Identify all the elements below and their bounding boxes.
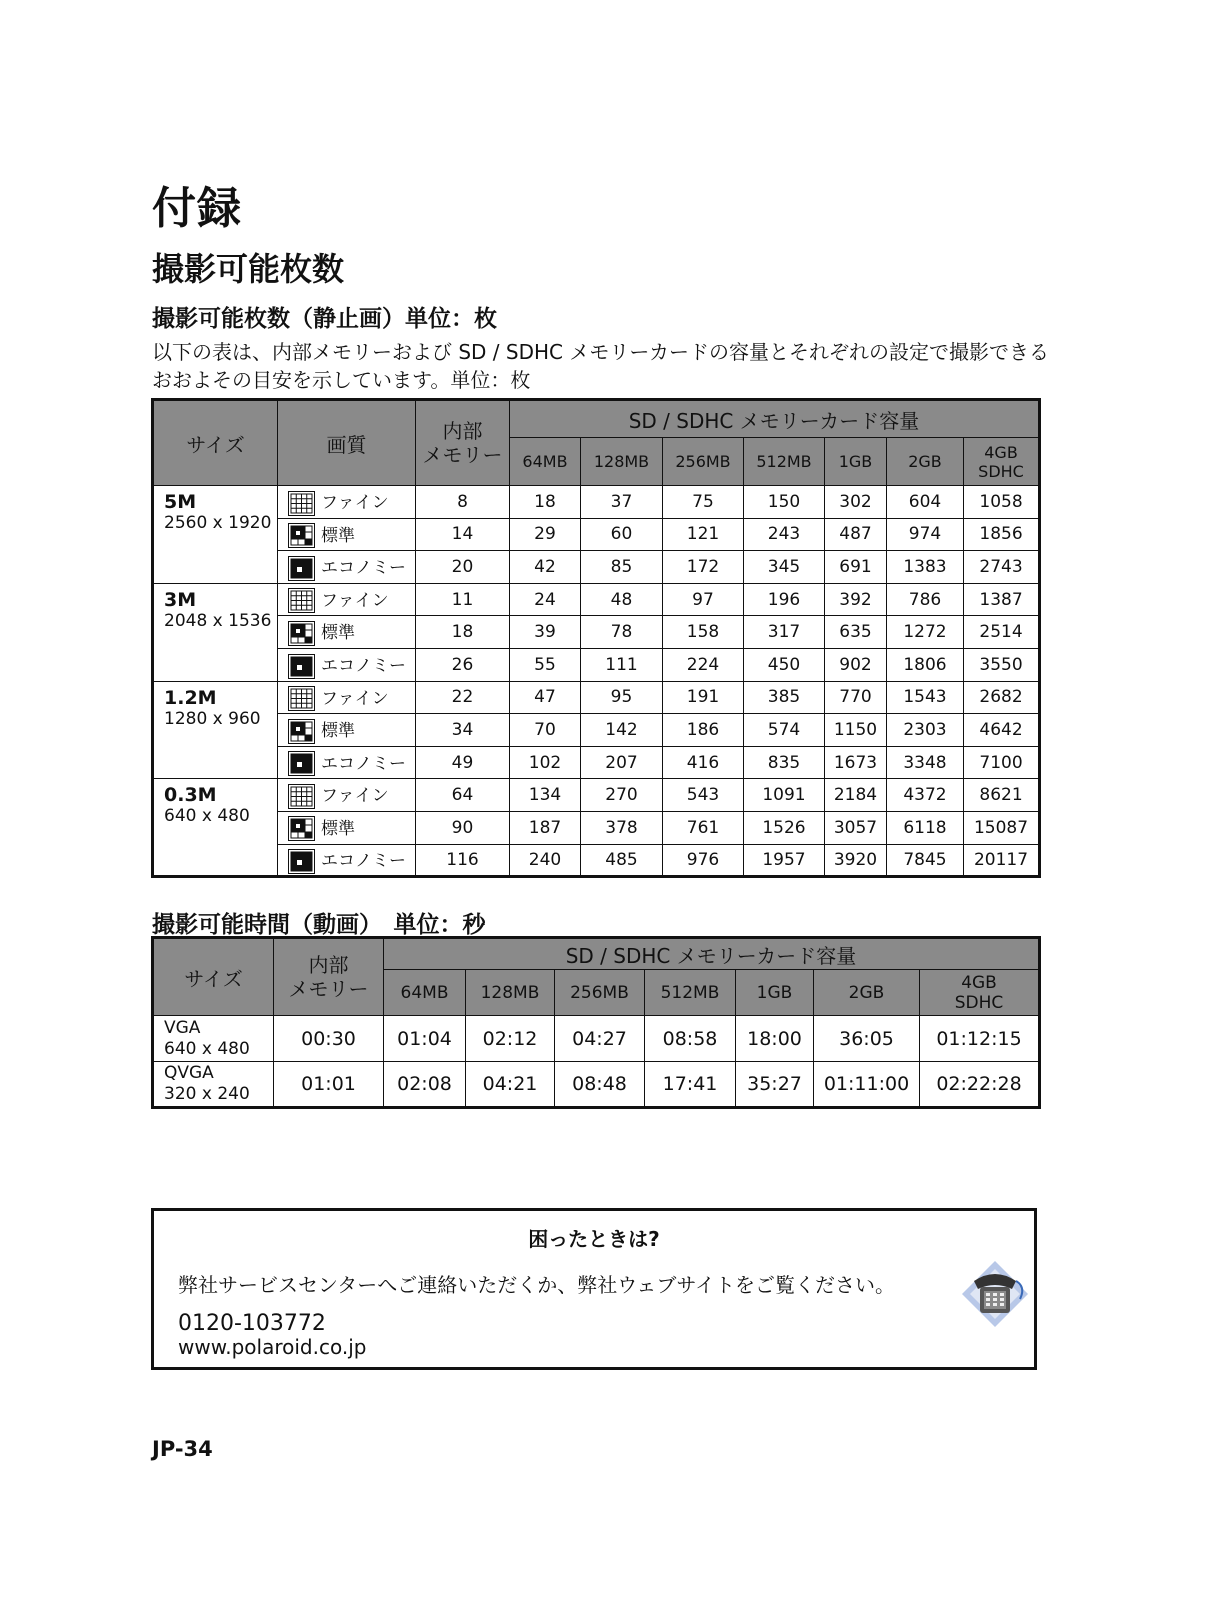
still-capacity-5: 2GB xyxy=(887,438,964,486)
movie-capacity-6: 4GB SDHC xyxy=(920,970,1040,1016)
page-title: 付録 xyxy=(152,183,242,234)
intro-text: 以下の表は、内部メモリーおよび SD / SDHC メモリーカードの容量とそれぞれの設定で撮影できるおおよその目安を示しています。単位：枚 xyxy=(152,340,1049,392)
table-row xyxy=(153,486,1040,519)
value-cell: 97 xyxy=(663,583,744,616)
value-cell: 95 xyxy=(581,681,663,714)
value-cell: 17:41 xyxy=(645,1062,736,1108)
value-cell: 1383 xyxy=(887,551,964,584)
value-cell: 78 xyxy=(581,616,663,649)
value-cell: 04:27 xyxy=(555,1016,645,1062)
table-row xyxy=(153,583,1040,616)
help-phone-number: 0120-103772 xyxy=(178,1311,326,1336)
still-capacity-3: 512MB xyxy=(744,438,825,486)
value-cell: 01:01 xyxy=(274,1062,384,1108)
quality-cell: エコノミー xyxy=(278,844,416,877)
still-capacity-6: 4GB SDHC xyxy=(964,438,1040,486)
value-cell: 240 xyxy=(510,844,581,877)
value-cell: 1150 xyxy=(825,714,887,747)
value-cell: 37 xyxy=(581,486,663,519)
economy-quality-icon xyxy=(288,654,315,679)
value-cell: 691 xyxy=(825,551,887,584)
value-cell: 172 xyxy=(663,551,744,584)
value-cell: 770 xyxy=(825,681,887,714)
value-cell: 3550 xyxy=(964,648,1040,681)
fine-quality-icon xyxy=(288,491,315,516)
help-message: 弊社サービスセンターへご連絡いただくか、弊社ウェブサイトをご覧ください。 xyxy=(178,1273,895,1297)
table-row xyxy=(153,1016,1040,1062)
value-cell: 207 xyxy=(581,746,663,779)
value-cell: 11 xyxy=(416,583,510,616)
movie-heading: 撮影可能時間（動画） 単位：秒 xyxy=(152,912,486,938)
value-cell: 345 xyxy=(744,551,825,584)
value-cell: 14 xyxy=(416,518,510,551)
value-cell: 8621 xyxy=(964,779,1040,812)
value-cell: 786 xyxy=(887,583,964,616)
value-cell: 2514 xyxy=(964,616,1040,649)
still-capacity-2: 256MB xyxy=(663,438,744,486)
table-row xyxy=(153,844,1040,877)
value-cell: 4372 xyxy=(887,779,964,812)
quality-cell: 標準 xyxy=(278,518,416,551)
value-cell: 90 xyxy=(416,811,510,844)
movie-capacity-2: 256MB xyxy=(555,970,645,1016)
value-cell: 02:22:28 xyxy=(920,1062,1040,1108)
value-cell: 36:05 xyxy=(814,1016,920,1062)
size-cell: VGA 640 x 480 xyxy=(153,1016,274,1062)
value-cell: 20117 xyxy=(964,844,1040,877)
value-cell: 134 xyxy=(510,779,581,812)
value-cell: 20 xyxy=(416,551,510,584)
movie-capacity-table xyxy=(151,936,1041,1109)
value-cell: 8 xyxy=(416,486,510,519)
value-cell: 29 xyxy=(510,518,581,551)
value-cell: 2743 xyxy=(964,551,1040,584)
value-cell: 2184 xyxy=(825,779,887,812)
value-cell: 47 xyxy=(510,681,581,714)
section-title: 撮影可能枚数 xyxy=(152,250,345,288)
movie-capacity-1: 128MB xyxy=(466,970,555,1016)
movie-capacity-3: 512MB xyxy=(645,970,736,1016)
table-row xyxy=(153,616,1040,649)
value-cell: 270 xyxy=(581,779,663,812)
table-row xyxy=(153,779,1040,812)
value-cell: 302 xyxy=(825,486,887,519)
value-cell: 485 xyxy=(581,844,663,877)
value-cell: 3920 xyxy=(825,844,887,877)
quality-cell: 標準 xyxy=(278,811,416,844)
fine-quality-icon xyxy=(288,686,315,711)
value-cell: 85 xyxy=(581,551,663,584)
value-cell: 150 xyxy=(744,486,825,519)
value-cell: 04:21 xyxy=(466,1062,555,1108)
value-cell: 00:30 xyxy=(274,1016,384,1062)
quality-cell: ファイン xyxy=(278,486,416,519)
value-cell: 70 xyxy=(510,714,581,747)
movie-size-header: サイズ xyxy=(153,938,274,1016)
value-cell: 392 xyxy=(825,583,887,616)
value-cell: 64 xyxy=(416,779,510,812)
table-row xyxy=(153,648,1040,681)
value-cell: 48 xyxy=(581,583,663,616)
value-cell: 487 xyxy=(825,518,887,551)
value-cell: 543 xyxy=(663,779,744,812)
normal-quality-icon xyxy=(288,816,315,841)
size-cell: QVGA 320 x 240 xyxy=(153,1062,274,1108)
economy-quality-icon xyxy=(288,751,315,776)
value-cell: 60 xyxy=(581,518,663,551)
quality-cell: エコノミー xyxy=(278,551,416,584)
size-cell: 1.2M 1280 x 960 xyxy=(153,681,278,779)
value-cell: 3057 xyxy=(825,811,887,844)
value-cell: 158 xyxy=(663,616,744,649)
value-cell: 317 xyxy=(744,616,825,649)
size-cell: 5M 2560 x 1920 xyxy=(153,486,278,584)
value-cell: 1272 xyxy=(887,616,964,649)
value-cell: 01:11:00 xyxy=(814,1062,920,1108)
value-cell: 1673 xyxy=(825,746,887,779)
value-cell: 187 xyxy=(510,811,581,844)
value-cell: 224 xyxy=(663,648,744,681)
quality-cell: ファイン xyxy=(278,583,416,616)
economy-quality-icon xyxy=(288,556,315,581)
table-row xyxy=(153,811,1040,844)
value-cell: 1856 xyxy=(964,518,1040,551)
value-cell: 1058 xyxy=(964,486,1040,519)
value-cell: 15087 xyxy=(964,811,1040,844)
value-cell: 196 xyxy=(744,583,825,616)
normal-quality-icon xyxy=(288,621,315,646)
value-cell: 2303 xyxy=(887,714,964,747)
still-capacity-4: 1GB xyxy=(825,438,887,486)
value-cell: 1526 xyxy=(744,811,825,844)
value-cell: 111 xyxy=(581,648,663,681)
value-cell: 08:58 xyxy=(645,1016,736,1062)
value-cell: 75 xyxy=(663,486,744,519)
value-cell: 142 xyxy=(581,714,663,747)
value-cell: 02:12 xyxy=(466,1016,555,1062)
still-capacity-0: 64MB xyxy=(510,438,581,486)
table-row xyxy=(153,681,1040,714)
value-cell: 18 xyxy=(416,616,510,649)
value-cell: 02:08 xyxy=(384,1062,466,1108)
value-cell: 1806 xyxy=(887,648,964,681)
value-cell: 22 xyxy=(416,681,510,714)
still-heading: 撮影可能枚数（静止画）単位：枚 xyxy=(152,306,497,332)
table-row xyxy=(153,746,1040,779)
value-cell: 116 xyxy=(416,844,510,877)
value-cell: 35:27 xyxy=(736,1062,814,1108)
movie-capacity-0: 64MB xyxy=(384,970,466,1016)
value-cell: 902 xyxy=(825,648,887,681)
value-cell: 121 xyxy=(663,518,744,551)
value-cell: 2682 xyxy=(964,681,1040,714)
quality-cell: エコノミー xyxy=(278,648,416,681)
help-title: 困ったときは? xyxy=(528,1227,660,1251)
table-row xyxy=(153,1062,1040,1108)
quality-header: 画質 xyxy=(278,400,416,486)
value-cell: 191 xyxy=(663,681,744,714)
value-cell: 18 xyxy=(510,486,581,519)
value-cell: 49 xyxy=(416,746,510,779)
value-cell: 3348 xyxy=(887,746,964,779)
internal-memory-header: 内部 メモリー xyxy=(416,400,510,486)
value-cell: 761 xyxy=(663,811,744,844)
fine-quality-icon xyxy=(288,588,315,613)
value-cell: 18:00 xyxy=(736,1016,814,1062)
economy-quality-icon xyxy=(288,849,315,874)
value-cell: 102 xyxy=(510,746,581,779)
value-cell: 6118 xyxy=(887,811,964,844)
size-header: サイズ xyxy=(153,400,278,486)
value-cell: 976 xyxy=(663,844,744,877)
help-box xyxy=(151,1208,1037,1370)
value-cell: 39 xyxy=(510,616,581,649)
still-capacity-table xyxy=(151,398,1041,878)
normal-quality-icon xyxy=(288,719,315,744)
value-cell: 1957 xyxy=(744,844,825,877)
quality-cell: 標準 xyxy=(278,714,416,747)
value-cell: 7845 xyxy=(887,844,964,877)
quality-cell: ファイン xyxy=(278,681,416,714)
value-cell: 604 xyxy=(887,486,964,519)
help-website-link[interactable]: www.polaroid.co.jp xyxy=(178,1335,367,1359)
value-cell: 55 xyxy=(510,648,581,681)
table-row xyxy=(153,518,1040,551)
value-cell: 42 xyxy=(510,551,581,584)
value-cell: 1543 xyxy=(887,681,964,714)
size-cell: 3M 2048 x 1536 xyxy=(153,583,278,681)
movie-capacity-4: 1GB xyxy=(736,970,814,1016)
value-cell: 1091 xyxy=(744,779,825,812)
value-cell: 450 xyxy=(744,648,825,681)
value-cell: 08:48 xyxy=(555,1062,645,1108)
table-row xyxy=(153,714,1040,747)
value-cell: 34 xyxy=(416,714,510,747)
card-capacity-header: SD / SDHC メモリーカード容量 xyxy=(510,400,1040,438)
quality-cell: エコノミー xyxy=(278,746,416,779)
value-cell: 416 xyxy=(663,746,744,779)
value-cell: 243 xyxy=(744,518,825,551)
quality-cell: ファイン xyxy=(278,779,416,812)
quality-cell: 標準 xyxy=(278,616,416,649)
value-cell: 385 xyxy=(744,681,825,714)
value-cell: 378 xyxy=(581,811,663,844)
table-row xyxy=(153,551,1040,584)
value-cell: 186 xyxy=(663,714,744,747)
size-cell: 0.3M 640 x 480 xyxy=(153,779,278,877)
movie-card-header: SD / SDHC メモリーカード容量 xyxy=(384,938,1040,970)
value-cell: 635 xyxy=(825,616,887,649)
value-cell: 574 xyxy=(744,714,825,747)
value-cell: 4642 xyxy=(964,714,1040,747)
value-cell: 974 xyxy=(887,518,964,551)
still-capacity-1: 128MB xyxy=(581,438,663,486)
normal-quality-icon xyxy=(288,523,315,548)
telephone-icon xyxy=(960,1259,1030,1329)
value-cell: 835 xyxy=(744,746,825,779)
value-cell: 01:04 xyxy=(384,1016,466,1062)
value-cell: 01:12:15 xyxy=(920,1016,1040,1062)
page-number: JP-34 xyxy=(152,1437,213,1461)
value-cell: 26 xyxy=(416,648,510,681)
value-cell: 1387 xyxy=(964,583,1040,616)
movie-capacity-5: 2GB xyxy=(814,970,920,1016)
fine-quality-icon xyxy=(288,784,315,809)
value-cell: 24 xyxy=(510,583,581,616)
movie-internal-header: 内部 メモリー xyxy=(274,938,384,1016)
value-cell: 7100 xyxy=(964,746,1040,779)
